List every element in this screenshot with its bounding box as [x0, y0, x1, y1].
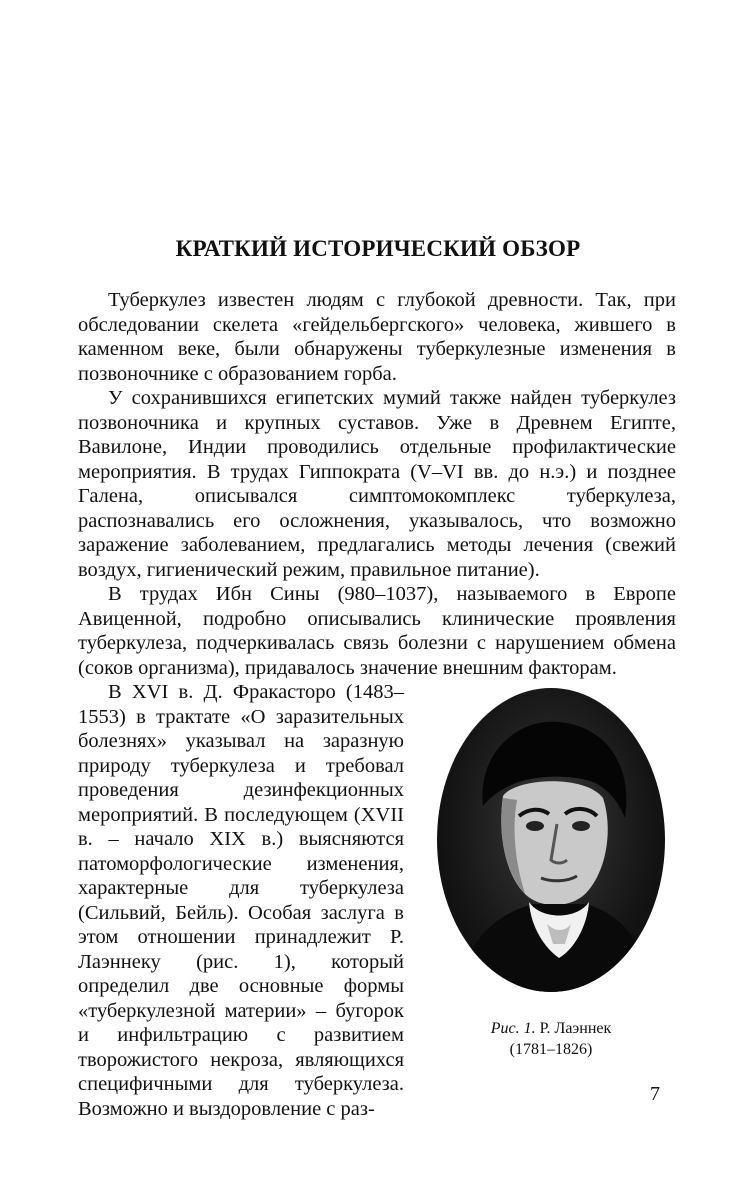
figure-years: (1781–1826) [509, 1041, 593, 1058]
paragraph-1: Туберкулез известен людям с глубокой древности. Так, при обследовании скелета «гейдельбергского» человека, жившего в каменном веке, были обнаружены туберкулезные изменения в позвоночнике с образованием горба. [78, 289, 676, 385]
figure-1 [426, 680, 676, 1060]
page-title: КРАТКИЙ ИСТОРИЧЕСКИЙ ОБЗОР [175, 236, 581, 261]
text-with-figure [78, 680, 676, 1121]
figure-label: Рис. 1. [490, 1020, 536, 1037]
body-text [78, 288, 676, 1121]
paragraph-2: У сохранившихся египетских мумий также найден туберкулез позвоночника и крупных суставов. Уже в Древнем Египте, Вавилоне, Индии проводились отдельные профилактические мероприятия. В трудах Гиппократа (V–VI вв. до н.э.) и позднее Галена, описывался симптомокомплекс туберкулеза, распознавались его осложнения, указывалось, что возможно заражение заболеванием, предлагались методы лечения (свежий воздух, гигиенический режим, правильное питание). [78, 387, 676, 581]
figure-person-name: Р. Лаэннек [539, 1020, 612, 1037]
paragraph-3: В трудах Ибн Сины (980–1037), называемого в Европе Авиценной, подробно описывались клинические проявления туберкулеза, подчеркивалась связь болезни с нарушением обмена (соков организма), придавалось значение внешним факторам. [78, 583, 676, 679]
figure-caption [426, 1018, 676, 1060]
side-text-column [78, 680, 404, 1121]
page-number: 7 [650, 1083, 660, 1105]
paragraph-4: В XVI в. Д. Фракасторо (1483–1553) в трактате «О заразительных болезнях» указывал на заразную природу туберкулеза и требовал проведения дезинфекционных мероприятий. В последующем (XVII в. – начало XIX в.) выясняются патоморфологические изменения, характерные для туберкулеза (Сильвий, Бейль). Особая заслуга в этом отношении принадлежит Р. Лаэннеку (рис. 1), который определил две основные формы «туберкулезной материи» – бугорок и инфильтрацию с развитием творожистого некроза, являющихся специфичными для туберкулеза. Возможно и выздоровление с раз- [78, 681, 404, 1120]
portrait-image [437, 688, 665, 992]
